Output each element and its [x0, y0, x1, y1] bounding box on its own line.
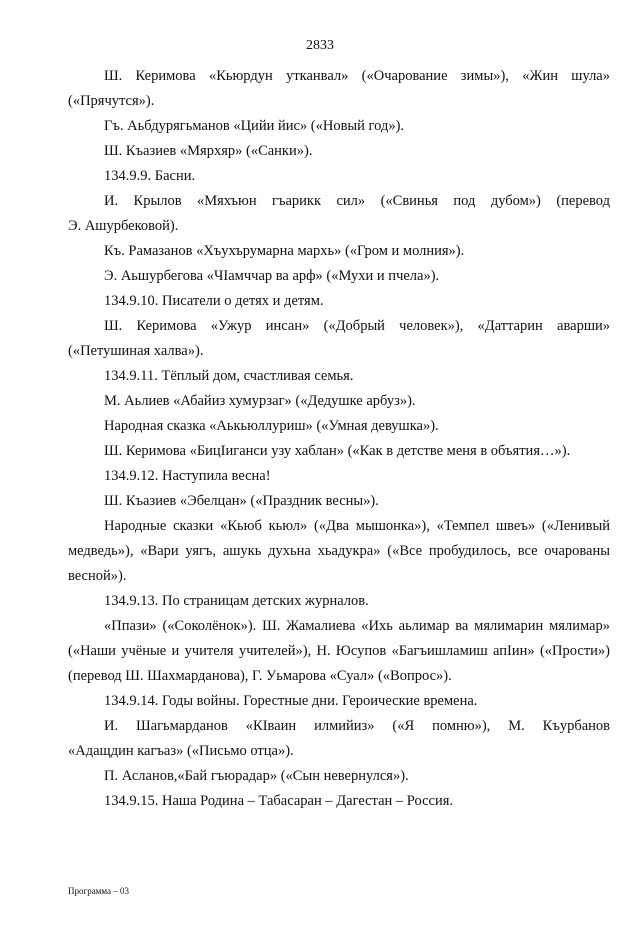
text-line: 134.9.10. Писатели о детях и детям.	[104, 293, 324, 309]
text-line: Ш. Къазиев «Эбелцан» («Праздник весны»).	[104, 493, 379, 509]
text-line: медведь»), «Вари уягъ, ашукь духьна хьадукра» («Все пробудилось, все очарованы	[68, 543, 610, 559]
page-number: 2833	[306, 38, 334, 53]
text-line: Ш. Керимова «БицIиганси узу хаблан» («Как в детстве меня в объятия…»).	[104, 443, 571, 459]
text-line: весной»).	[68, 568, 127, 584]
text-line: («Наши учёные и учителя учителей»), Н. Юсупов «Багъишламиш апIин» («Прости»)	[68, 643, 610, 659]
text-line: 134.9.11. Тёплый дом, счастливая семья.	[104, 368, 354, 384]
text-line: Гъ. Аьбдурягьманов «Цийи йис» («Новый год»).	[104, 118, 405, 134]
text-line: Народные сказки «Кьюб кьюл» («Два мышонка»), «Темпел швеъ» («Ленивый	[104, 518, 610, 534]
text-line: («Петушиная халва»).	[68, 343, 204, 359]
text-line: 134.9.15. Наша Родина – Табасаран – Дагестан – Россия.	[104, 793, 454, 809]
text-line: Ш. Къазиев «Мярхяр» («Санки»).	[104, 143, 313, 159]
page-footer: Программа – 03	[68, 886, 130, 896]
text-line: И. Крылов «Мяхъюн гъарикк сил» («Свинья под дубом») (перевод	[104, 193, 610, 209]
text-line: 134.9.14. Годы войны. Горестные дни. Героические времена.	[104, 693, 478, 709]
text-line: Э. Ашурбековой).	[68, 218, 179, 234]
text-line: Ш. Керимова «Ужур инсан» («Добрый человек»), «Даттарин аварши»	[104, 318, 610, 334]
text-line: «Адащдин кагъаз» («Письмо отца»).	[68, 743, 294, 759]
text-line: 134.9.9. Басни.	[104, 168, 196, 184]
text-line: М. Аьлиев «Абайиз хумурзаг» («Дедушке арбуз»).	[104, 393, 416, 409]
text-line: П. Асланов,«Бай гъюрадар» («Сын невернулся»).	[104, 768, 409, 784]
text-line: (перевод Ш. Шахмарданова), Г. Уьмарова «Суал» («Вопрос»).	[68, 668, 452, 684]
text-line: 134.9.12. Наступила весна!	[104, 468, 271, 484]
text-line: 134.9.13. По страницам детских журналов.	[104, 593, 369, 609]
text-line: «Ппази» («Соколёнок»). Ш. Жамалиева «Ихь аьлимар ва мялимарин мялимар»	[104, 618, 610, 634]
text-line: Э. Аьшурбегова «ЧIамччар ва арф» («Мухи и пчела»).	[104, 268, 440, 284]
text-line: Ш. Керимова «Кьюрдун утканвал» («Очарование зимы»), «Жин шула»	[104, 68, 610, 84]
document-body	[68, 64, 610, 814]
text-line: И. Шагьмарданов «КIваин илмийиз» («Я помню»), М. Къурбанов	[104, 718, 610, 734]
text-line: («Прячутся»).	[68, 93, 155, 109]
text-line: Къ. Рамазанов «Хъухърумарна мархь» («Гром и молния»).	[104, 243, 465, 259]
text-line: Народная сказка «Аькьюллуриш» («Умная девушка»).	[104, 418, 439, 434]
